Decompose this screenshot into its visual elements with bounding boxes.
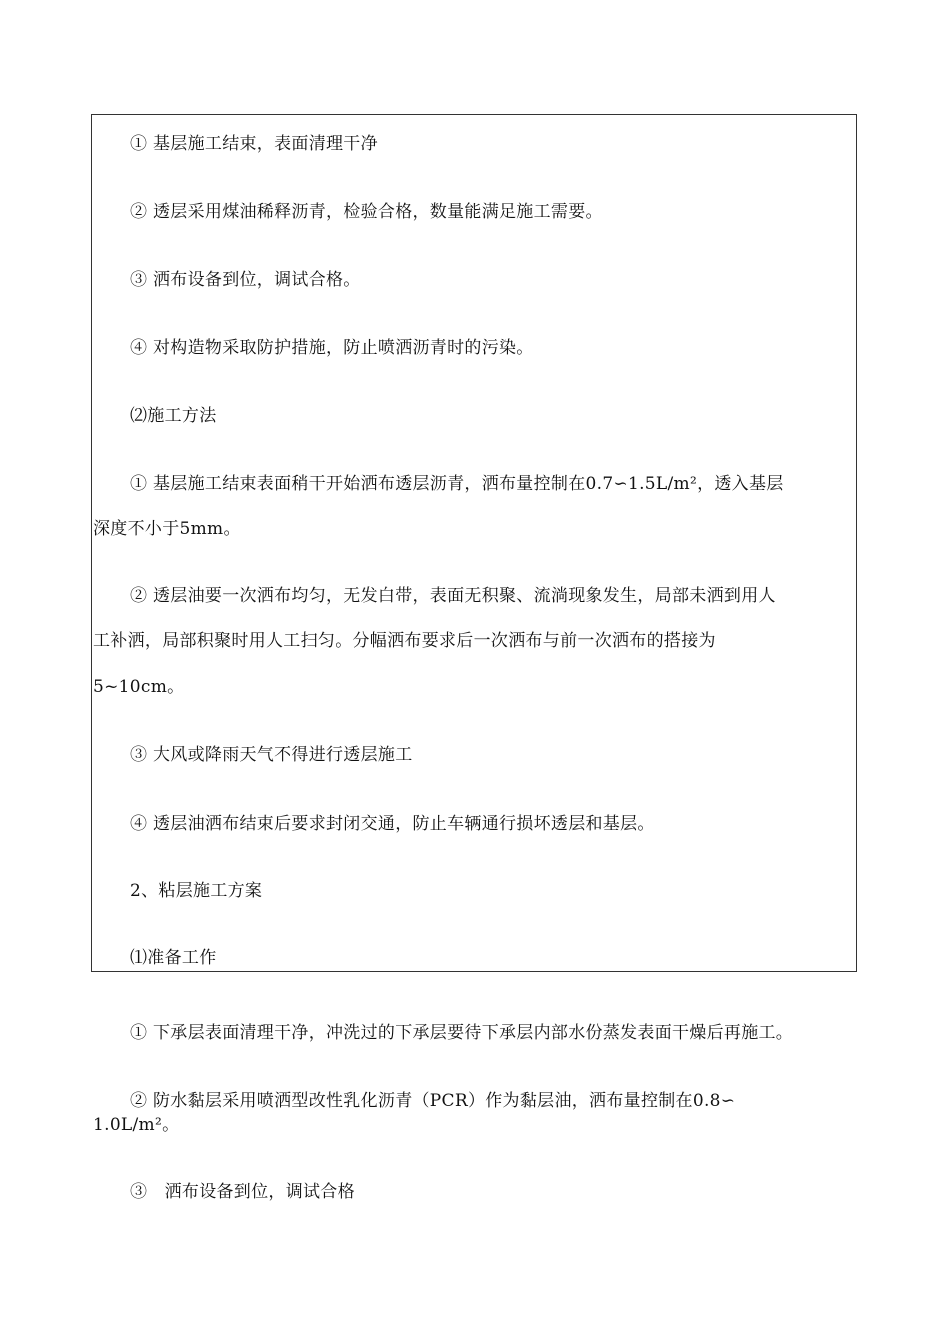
subheading-construction-method: ⑵施工方法 xyxy=(130,406,217,426)
frame-tick xyxy=(856,842,857,854)
method-2-line-2: 工补洒，局部积聚时用人工扫匀。分幅洒布要求后一次洒布与前一次洒布的搭接为 xyxy=(93,631,716,651)
frame-tick xyxy=(856,366,857,378)
table-item-2: ② 透层采用煤油稀释沥青，检验合格，数量能满足施工需要。 xyxy=(130,202,603,222)
frame-tick xyxy=(91,774,92,786)
frame-tick xyxy=(856,910,857,922)
frame-tick xyxy=(91,366,92,378)
frame-tick xyxy=(856,230,857,242)
frame-tick xyxy=(91,546,92,558)
frame-tick xyxy=(91,434,92,446)
method-1-line-2: 深度不小于5mm。 xyxy=(93,519,241,539)
frame-tick xyxy=(91,162,92,174)
frame-tick xyxy=(856,434,857,446)
section-heading-tack-coat: 2、粘层施工方案 xyxy=(130,881,263,901)
method-2-line-3: 5~10cm。 xyxy=(93,677,185,697)
frame-tick xyxy=(91,910,92,922)
table-item-4: ④ 对构造物采取防护措施，防止喷洒沥青时的污染。 xyxy=(130,338,534,358)
prep-item-2-line-2: 1.0L/m²。 xyxy=(93,1115,180,1135)
prep-item-3: ③ 洒布设备到位，调试合格 xyxy=(130,1182,355,1202)
frame-tick xyxy=(856,162,857,174)
prep-item-1: ① 下承层表面清理干净，冲洗过的下承层要待下承层内部水份蒸发表面干燥后再施工。 xyxy=(130,1023,794,1043)
method-4: ④ 透层油洒布结束后要求封闭交通，防止车辆通行损坏透层和基层。 xyxy=(130,814,655,834)
frame-tick xyxy=(856,298,857,310)
subheading-preparation: ⑴准备工作 xyxy=(130,948,217,968)
frame-tick xyxy=(91,706,92,718)
method-1-line-1: ① 基层施工结束表面稍干开始洒布透层沥青，洒布量控制在0.7∽1.5L/m²，透入基层 xyxy=(130,474,784,494)
frame-tick xyxy=(91,298,92,310)
frame-tick xyxy=(91,842,92,854)
table-item-1: ① 基层施工结束，表面清理干净 xyxy=(130,134,378,154)
table-frame xyxy=(91,114,857,972)
method-2-line-1: ② 透层油要一次洒布均匀，无发白带，表面无积聚、流淌现象发生，局部未洒到用人 xyxy=(130,586,776,606)
frame-tick xyxy=(91,230,92,242)
prep-item-2-line-1: ② 防水黏层采用喷洒型改性乳化沥青（PCR）作为黏层油，洒布量控制在0.8∽ xyxy=(130,1091,736,1111)
frame-tick xyxy=(856,706,857,718)
frame-tick xyxy=(856,774,857,786)
method-3: ③ 大风或降雨天气不得进行透层施工 xyxy=(130,745,413,765)
table-item-3: ③ 洒布设备到位，调试合格。 xyxy=(130,270,361,290)
